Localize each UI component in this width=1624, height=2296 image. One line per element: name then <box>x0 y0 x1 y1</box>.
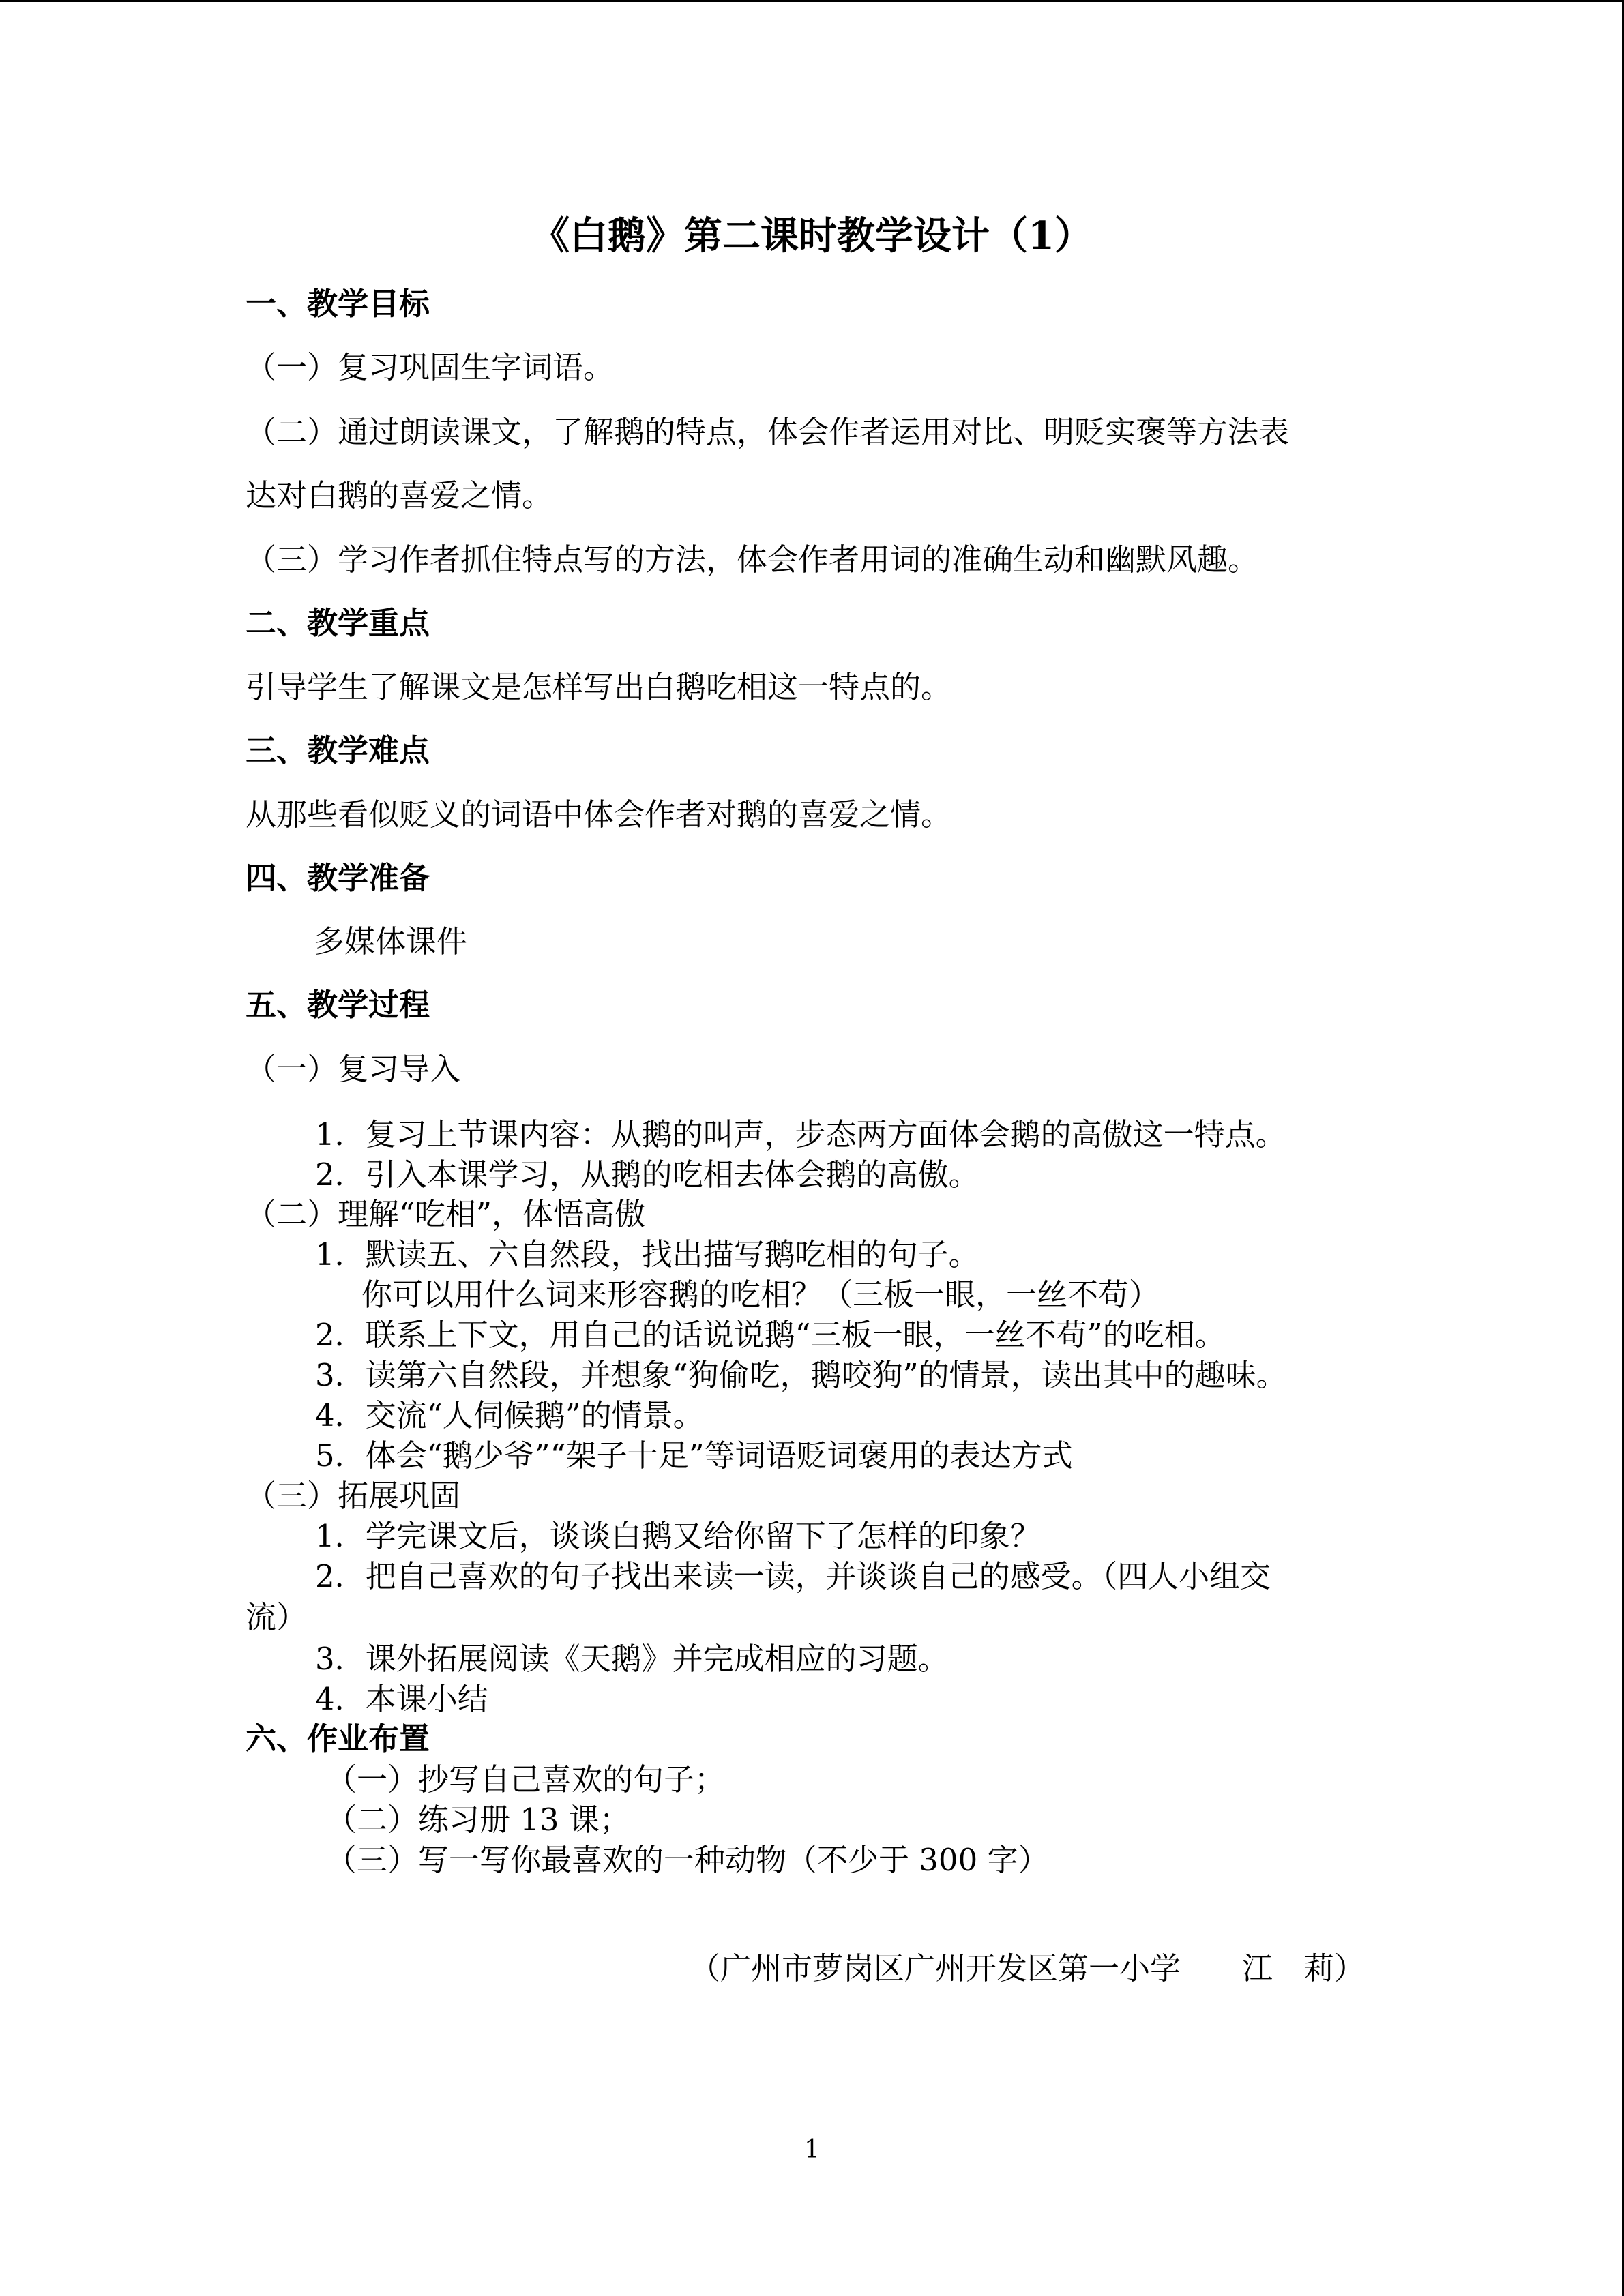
author-line: （广州市萝岗区广州开发区第一小学 江 莉） <box>689 1950 1365 1986</box>
document-title: 《白鹅》第二课时教学设计（1） <box>531 213 1093 258</box>
process-item: 3．课外拓展阅读《天鹅》并完成相应的习题。 <box>315 1641 949 1677</box>
homework-item: （三）写一写你最喜欢的一种动物（不少于 300 字） <box>326 1842 1049 1878</box>
process-part-heading: （二）理解“吃相”，体悟高傲 <box>246 1196 646 1232</box>
process-item: 2．把自己喜欢的句子找出来读一读，并谈谈自己的感受。（四人小组交 <box>315 1558 1271 1594</box>
process-item: 5．体会“鹅少爷”“架子十足”等词语贬词褒用的表达方式 <box>315 1437 1073 1474</box>
section-heading-process: 五、教学过程 <box>246 987 430 1023</box>
preparation-text: 多媒体课件 <box>314 923 468 959</box>
homework-item: （一）抄写自己喜欢的句子； <box>326 1761 726 1798</box>
homework-item: （二）练习册 13 课； <box>326 1802 630 1838</box>
difficulties-text: 从那些看似贬义的词语中体会作者对鹅的喜爱之情。 <box>246 796 952 833</box>
process-item: 1．默读五、六自然段，找出描写鹅吃相的句子。 <box>315 1236 979 1272</box>
process-item-subline: 你可以用什么词来形容鹅的吃相？（三板一眼，一丝不苟） <box>361 1277 1160 1313</box>
page-number: 1 <box>804 2136 820 2164</box>
section-heading-key-points: 二、教学重点 <box>246 605 430 641</box>
process-item: 2．引入本课学习，从鹅的吃相去体会鹅的高傲。 <box>315 1157 979 1193</box>
process-part-heading: （一）复习导入 <box>246 1051 461 1087</box>
process-item: 4．本课小结 <box>315 1681 488 1717</box>
process-item: 3．读第六自然段，并想象“狗偷吃，鹅咬狗”的情景，读出其中的趣味。 <box>315 1357 1287 1393</box>
process-item-continued: 流） <box>246 1599 308 1635</box>
process-item: 4．交流“人伺候鹅”的情景。 <box>315 1397 704 1433</box>
section-heading-homework: 六、作业布置 <box>246 1720 430 1757</box>
objective-item: （三）学习作者抓住特点写的方法，体会作者用词的准确生动和幽默风趣。 <box>246 541 1259 578</box>
process-item: 1．学完课文后，谈谈白鹅又给你留下了怎样的印象？ <box>315 1518 1041 1554</box>
key-points-text: 引导学生了解课文是怎样写出白鹅吃相这一特点的。 <box>246 669 952 705</box>
section-heading-difficulties: 三、教学难点 <box>246 732 430 769</box>
process-item: 1．复习上节课内容：从鹅的叫声，步态两方面体会鹅的高傲这一特点。 <box>315 1116 1286 1152</box>
section-heading-preparation: 四、教学准备 <box>246 860 430 896</box>
process-item: 2．联系上下文，用自己的话说说鹅“三板一眼，一丝不苟”的吃相。 <box>315 1317 1226 1353</box>
objective-item: （二）通过朗读课文，了解鹅的特点，体会作者运用对比、明贬实褒等方法表 <box>246 414 1290 450</box>
objective-item: （一）复习巩固生字词语。 <box>246 349 615 385</box>
section-heading-objectives: 一、教学目标 <box>246 286 430 322</box>
process-part-heading: （三）拓展巩固 <box>246 1478 461 1514</box>
objective-item-continued: 达对白鹅的喜爱之情。 <box>246 477 553 513</box>
